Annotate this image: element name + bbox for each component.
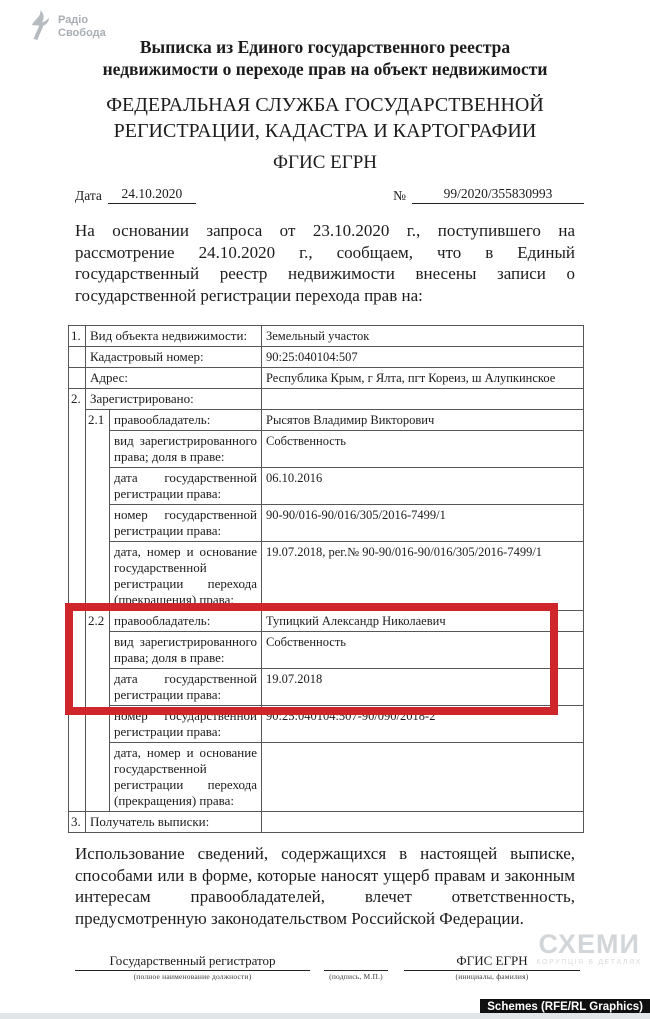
registry-table (68, 325, 584, 833)
signature-stamp (324, 953, 388, 981)
bottom-strip (0, 1013, 650, 1019)
signature-registrar (75, 953, 310, 981)
cell-label: Кадастровый номер: (86, 347, 262, 368)
cell-value: Собственность (262, 431, 584, 468)
number-group (386, 186, 584, 204)
cell-value (262, 812, 584, 833)
stamp-caption: (подпись, М.П.) (329, 972, 383, 981)
row-owner-2-2 (69, 611, 584, 632)
row-recipient (69, 812, 584, 833)
cell-value: 90:25:040104:507 (262, 347, 584, 368)
row-right-type-2-2 (69, 632, 584, 669)
fgis-title: ФГИС ЕГРН (404, 953, 580, 971)
watermark-subtitle: КОРУПЦІЯ В ДЕТАЛЯХ (536, 959, 642, 966)
cell-label: правообладатель: (110, 611, 262, 632)
cell-label: дата государственной регистрации права: (110, 468, 262, 505)
cell-value: 90-90/016-90/016/305/2016-7499/1 (262, 505, 584, 542)
disclaimer-paragraph: Использование сведений, содержащихся в настоящей выписке, способами или в форме, которые наносят ущерб правам и законным интересам правообладателей, влечет ответственность, предусмотренную законодательством Российской Федерации. (75, 844, 575, 928)
cell-value: Рысятов Владимир Викторович (262, 410, 584, 431)
watermark-title: СХЕМИ (538, 929, 640, 959)
row-right-type-2-1 (69, 431, 584, 468)
date-row (68, 186, 584, 204)
cell-subnum: 2.1 (86, 410, 110, 611)
system-name: ФГИС ЕГРН (272, 152, 378, 173)
cell-label: правообладатель: (110, 410, 262, 431)
cell-num (69, 347, 86, 368)
cell-value: Собственность (262, 632, 584, 669)
title-line1: Выписка из Единого государственного реестра (139, 37, 511, 57)
row-transfer-2-2 (69, 743, 584, 812)
row-cadastral-number (69, 347, 584, 368)
agency-line1: ФЕДЕРАЛЬНАЯ СЛУЖБА ГОСУДАРСТВЕННОЙ (106, 94, 544, 116)
row-reg-number-2-2 (69, 706, 584, 743)
row-reg-date-2-1 (69, 468, 584, 505)
registrar-title: Государственный регистратор (75, 953, 310, 971)
row-address (69, 368, 584, 389)
cell-num: 1. (69, 326, 86, 347)
cell-label: дата государственной регистрации права: (110, 669, 262, 706)
cell-label: Вид объекта недвижимости: (86, 326, 262, 347)
cell-subnum: 2.2 (86, 611, 110, 812)
cell-value (262, 743, 584, 812)
date-value: 24.10.2020 (108, 186, 196, 204)
credit-badge: Schemes (RFE/RL Graphics) (480, 999, 650, 1016)
cell-num: 3. (69, 812, 86, 833)
cell-value: Республика Крым, г Ялта, пгт Кореиз, ш Алупкинское (262, 368, 584, 389)
cell-label: номер государственной регистрации права: (110, 505, 262, 542)
cell-value: 06.10.2016 (262, 468, 584, 505)
logo-line1: Радіо (58, 14, 89, 26)
row-registered (69, 389, 584, 410)
row-transfer-2-1 (69, 542, 584, 611)
cell-label: Получатель выписки: (86, 812, 262, 833)
row-owner-2-1 (69, 410, 584, 431)
cell-value: Тупицкий Александр Николаевич (262, 611, 584, 632)
date-label: Дата (75, 188, 102, 203)
cell-value: 19.07.2018, рег.№ 90-90/016-90/016/305/2016-7499/1 (262, 542, 584, 611)
cell-label: номер государственной регистрации права: (110, 706, 262, 743)
title-line2: недвижимости о переходе прав на объект недвижимости (102, 59, 548, 79)
cell-value: 19.07.2018 (262, 669, 584, 706)
cell-label: Зарегистрировано: (86, 389, 262, 410)
registrar-caption: (полное наименование должности) (133, 972, 252, 981)
cell-label: Адрес: (86, 368, 262, 389)
cell-value: 90:25:040104:507-90/090/2018-2 (262, 706, 584, 743)
cell-label: дата, номер и основание государственной регистрации перехода (прекращения) права: (110, 743, 262, 812)
row-reg-date-2-2 (69, 669, 584, 706)
fgis-caption: (инициалы, фамилия) (455, 972, 529, 981)
signature-block (75, 953, 580, 981)
cell-num: 2. (69, 389, 86, 812)
cell-value (262, 389, 584, 410)
stamp-line (324, 953, 388, 971)
cell-num (69, 368, 86, 389)
schemes-watermark (536, 929, 642, 966)
row-reg-number-2-1 (69, 505, 584, 542)
cell-value: Земельный участок (262, 326, 584, 347)
table-wrap (68, 325, 584, 833)
number-label: № (393, 188, 406, 203)
torch-icon (28, 8, 54, 40)
intro-paragraph: На основании запроса от 23.10.2020 г., поступившего на рассмотрение 24.10.2020 г., сообщаем, что в Единый государственный реестр недвижимости внесены записи о государственной регистрации перехода прав на: (75, 221, 575, 305)
number-value: 99/2020/355830993 (412, 186, 584, 204)
logo-line2: Свобода (58, 27, 106, 39)
agency-name (75, 92, 575, 144)
agency-line2: РЕГИСТРАЦИИ, КАДАСТРА И КАРТОГРАФИИ (113, 120, 537, 142)
row-object-type (69, 326, 584, 347)
document-title (75, 36, 575, 80)
cell-label: вид зарегистрированного права; доля в праве: (110, 431, 262, 468)
cell-label: вид зарегистрированного права; доля в праве: (110, 632, 262, 669)
cell-label: дата, номер и основание государственной регистрации перехода (прекращения) права: (110, 542, 262, 611)
